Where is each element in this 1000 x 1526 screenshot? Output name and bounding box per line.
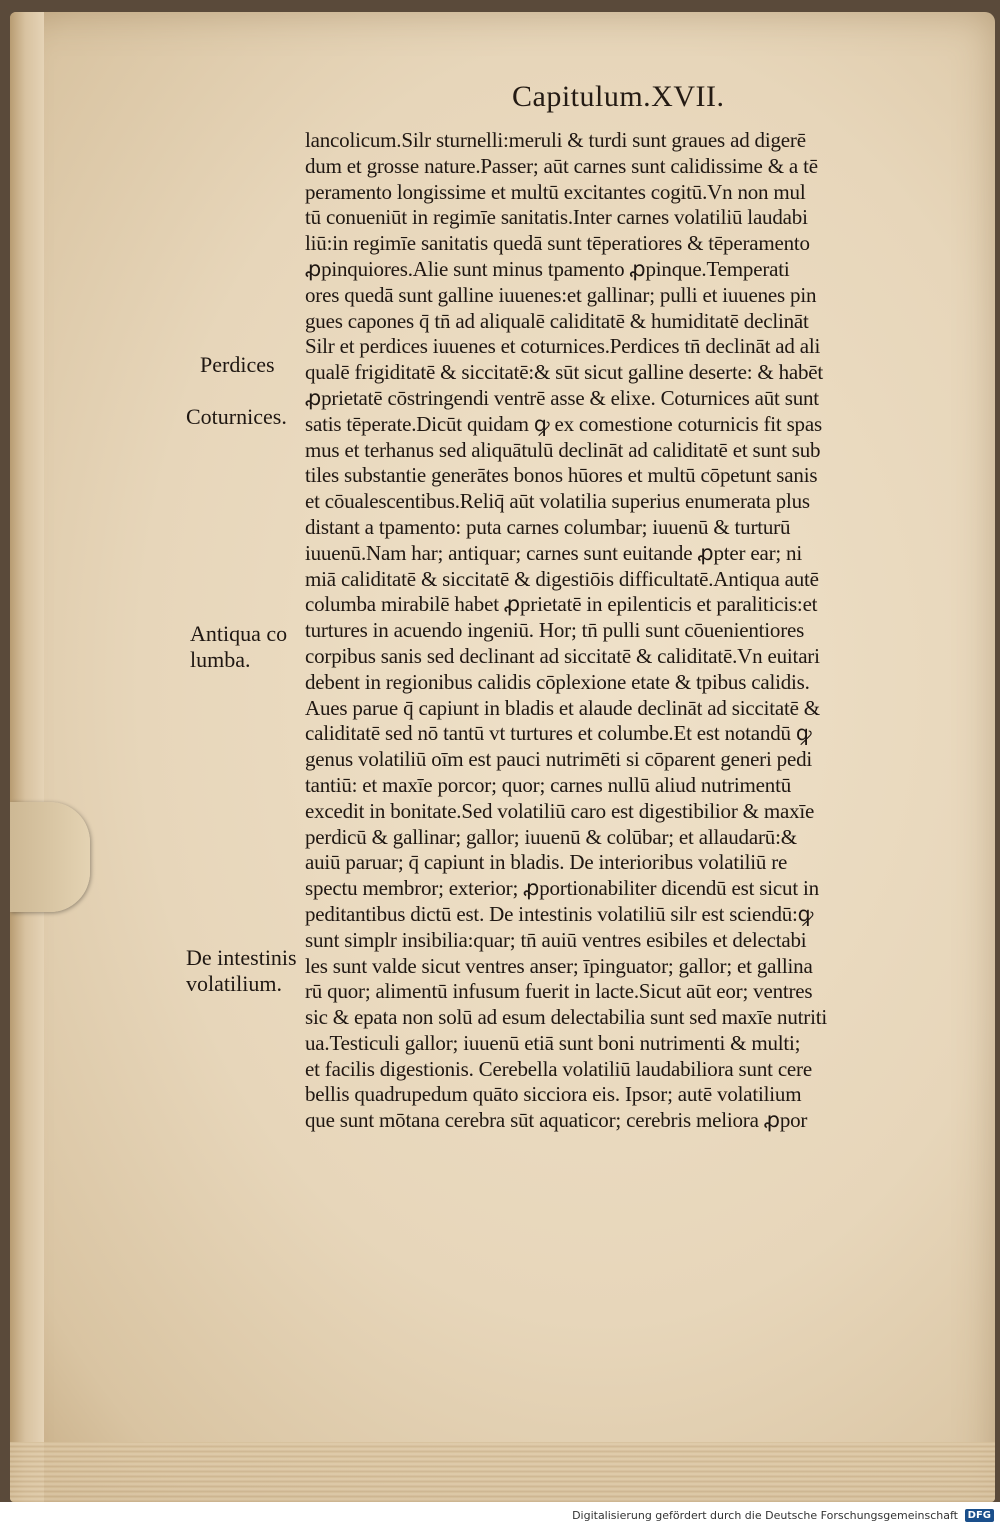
text-line: sic & epata non solū ad esum delectabilia sunt sed maxīe nutriti [305, 1005, 827, 1030]
text-line: excedit in bonitate.Sed volatiliū caro est digestibilior & maxīe [305, 798, 815, 823]
text-line: mus et terhanus sed aliquātulū declināt ad caliditatē et sunt sub [305, 437, 821, 462]
margin-note-de-intestinis: De intestinis volatilium. [186, 945, 297, 996]
text-line: ꝓpinquiores.Alie sunt minus tpamento ꝓpinque.Temperati [305, 256, 790, 281]
text-line: lancolicum.Silr sturnelli:meruli & turdi sunt graues ad digerē [305, 128, 806, 152]
text-line: que sunt mōtana cerebra sūt aquaticor; cerebris meliora ꝓpor [305, 1108, 808, 1133]
text-line: peramento longissime et multū excitantes cogitū.Vn non mul [305, 179, 806, 204]
text-line: Aues parue q̄ capiunt in bladis et alaude declināt ad siccitatē & [305, 695, 820, 720]
body-text-block [305, 128, 950, 1134]
page-edge-bottom [10, 1442, 995, 1502]
text-line: liū:in regimīe sanitatis quedā sunt tēperatiores & tēperamento [305, 231, 810, 256]
text-line: auiū paruar; q̄ capiunt in bladis. De interioribus volatiliū re [305, 850, 788, 875]
text-line: tantiū: et maxīe porcor; quor; carnes nullū aliud nutrimentū [305, 772, 792, 797]
text-line: et cōualescentibus.Reliq̄ aūt volatilia superius enumerata plus [305, 489, 810, 514]
text-line: miā caliditatē & siccitatē & digestiōis difficultatē.Antiqua autē [305, 566, 819, 591]
text-line: qualē frigiditatē & siccitatē:& sūt sicut galline deserte: & habēt [305, 360, 824, 385]
footer-bar [0, 1502, 1000, 1526]
text-line: tiles substantie generātes bonos hūores et multū cōpetunt sanis [305, 463, 818, 488]
text-line: gues capones q̄ tn̄ ad aliqualē caliditatē & humiditatē declināt [305, 308, 809, 333]
text-line: sunt simplr insibilia:quar; tn̄ auiū ventres esibiles et delectabi [305, 927, 807, 952]
text-line: corpibus sanis sed declinant ad siccitatē & caliditatē.Vn euitari [305, 643, 820, 668]
text-line: bellis quadrupedum quāto sicciora eis. Ipsor; autē volatilium [305, 1082, 802, 1107]
clasp-tab [10, 802, 90, 912]
text-line: et facilis digestionis. Cerebella volatiliū laudabiliora sunt cere [305, 1056, 812, 1081]
page-edge-left [10, 12, 44, 1502]
text-line: satis tēperate.Dicūt quidam ꝙ ex comestione coturnicis fit spas [305, 411, 822, 436]
text-line: distant a tpamento: puta carnes columbar; iuuenū & turturū [305, 514, 791, 539]
text-line: Silr et perdices iuuenes et coturnices.Perdices tn̄ declināt ad ali [305, 334, 821, 359]
margin-note-coturnices: Coturnices. [186, 404, 287, 429]
dfg-logo: DFG [965, 1509, 994, 1522]
text-line: tū conueniūt in regimīe sanitatis.Inter carnes volatiliū laudabi [305, 205, 808, 230]
text-line: debent in regionibus calidis cōplexione etate & tpibus calidis. [305, 669, 810, 694]
text-line: iuuenū.Nam har; antiquar; carnes sunt euitande ꝓpter ear; ni [305, 540, 802, 565]
text-line: dum et grosse nature.Passer; aūt carnes sunt calidissime & a tē [305, 153, 818, 178]
text-line: columba mirabilē habet ꝓprietatē in epilenticis et paraliticis:et [305, 592, 818, 617]
text-line: spectu membror; exterior; ꝓportionabiliter dicendū est sicut in [305, 876, 819, 901]
margin-note-perdices: Perdices [200, 352, 275, 377]
text-line: ua.Testiculi gallor; iuuenū etiā sunt boni nutrimenti & multi; [305, 1030, 801, 1055]
text-line: genus volatiliū oīm est pauci nutrimēti si cōparent generi pedi [305, 747, 813, 772]
text-line: ꝓprietatē cōstringendi ventrē asse & elixe. Coturnices aūt sunt [305, 385, 819, 410]
footer-credit: Digitalisierung gefördert durch die Deutsche Forschungsgemeinschaft [572, 1509, 958, 1522]
text-line: perdicū & gallinar; gallor; iuuenū & colūbar; et allaudarū:& [305, 824, 797, 849]
page-title: Capitulum.XVII. [512, 80, 725, 113]
text-line: caliditatē sed nō tantū vt turtures et columbe.Et est notandū ꝙ [305, 721, 812, 746]
text-line: les sunt valde sicut ventres anser; īpinguator; gallor; et gallina [305, 953, 813, 978]
text-line: peditantibus dictū est. De intestinis volatiliū silr est sciendū:ꝙ [305, 901, 814, 926]
text-line: rū quor; alimentū infusum fuerit in lacte.Sicut aūt eor; ventres [305, 979, 813, 1004]
text-line: ores quedā sunt galline iuuenes:et gallinar; pulli et iuuenes pin [305, 282, 817, 307]
margin-note-antiqua-columba: Antiqua co lumba. [190, 621, 288, 672]
text-line: turtures in acuendo ingeniū. Hor; tn̄ pulli sunt cōuenientiores [305, 618, 805, 643]
